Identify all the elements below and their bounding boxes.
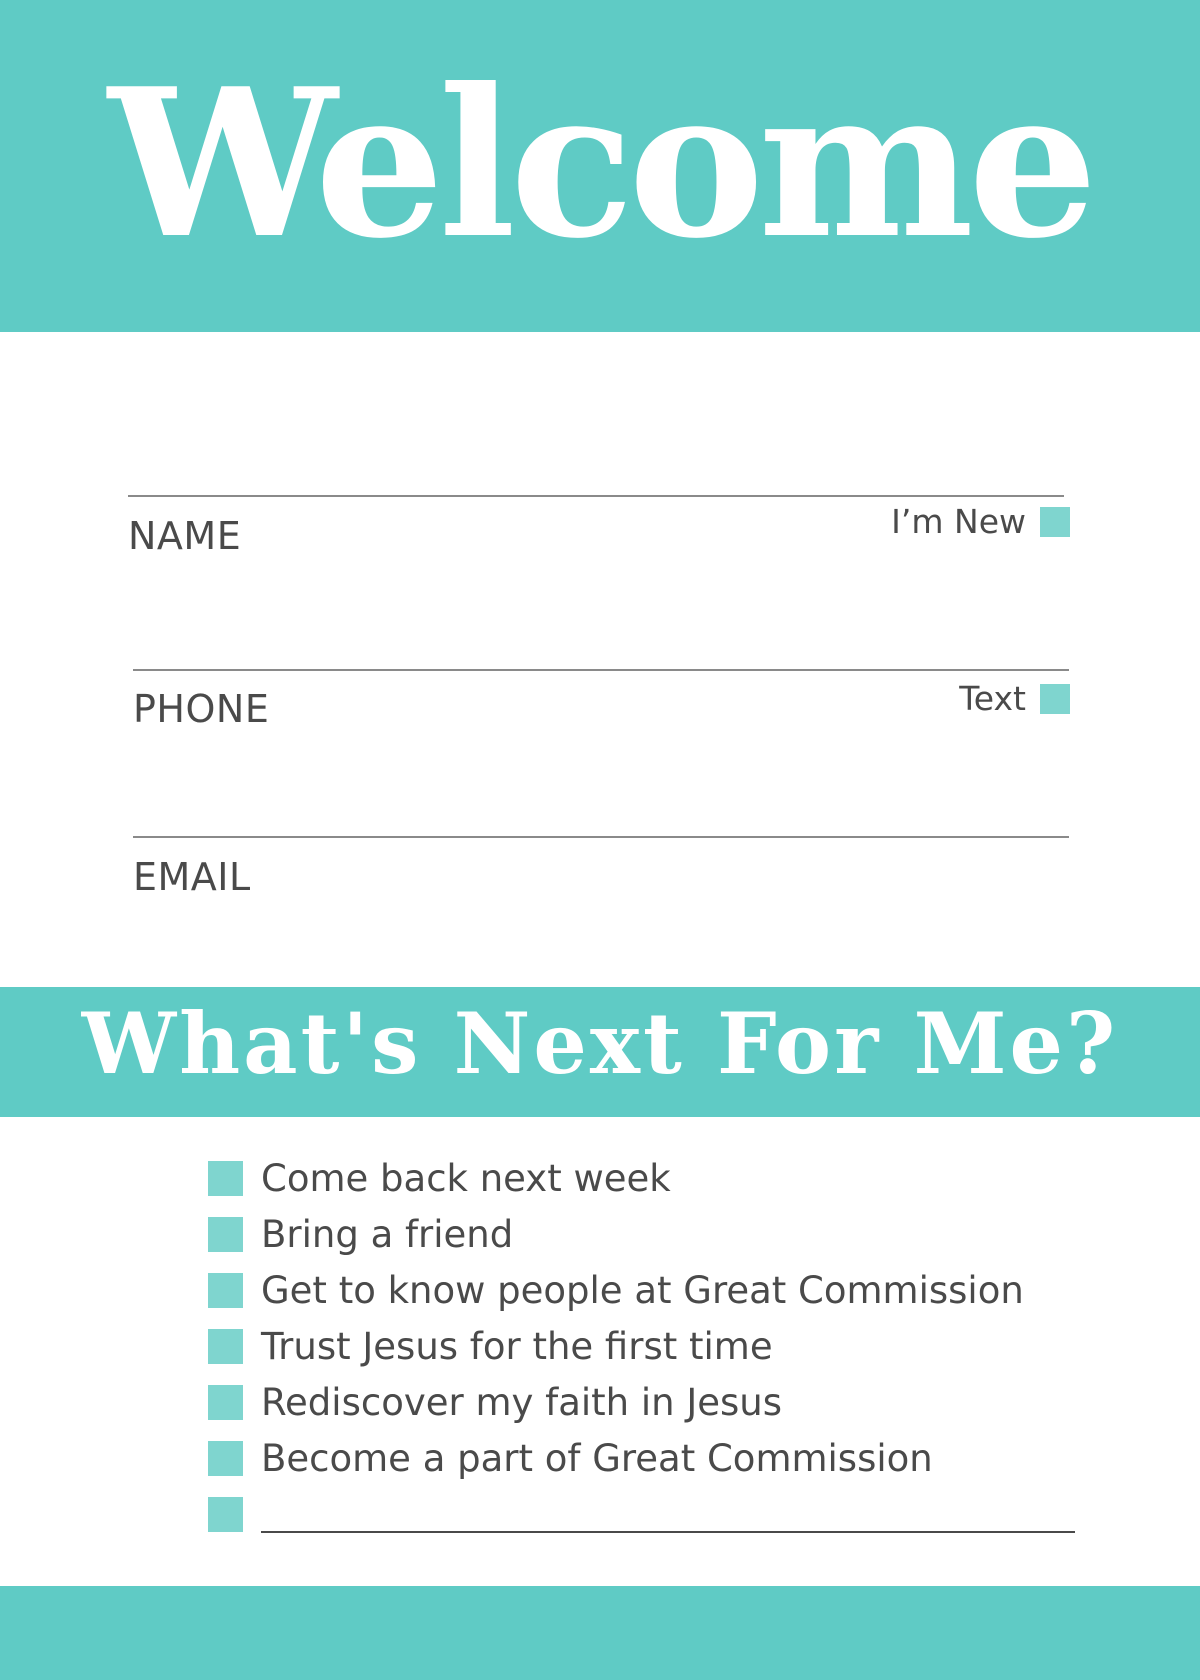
phone-line[interactable] xyxy=(133,669,1069,671)
im-new-checkbox[interactable] xyxy=(1040,507,1070,537)
option-trust-jesus[interactable] xyxy=(208,1318,1108,1374)
option-label: Trust Jesus for the first time xyxy=(261,1324,773,1368)
option-checkbox[interactable] xyxy=(208,1441,243,1476)
im-new-label: I’m New xyxy=(891,502,1026,541)
option-other[interactable] xyxy=(208,1486,1108,1542)
other-write-in-line[interactable] xyxy=(261,1531,1075,1533)
email-line[interactable] xyxy=(133,836,1069,838)
option-come-back[interactable] xyxy=(208,1150,1108,1206)
option-rediscover-faith[interactable] xyxy=(208,1374,1108,1430)
next-section-title: What's Next For Me? xyxy=(81,994,1119,1093)
name-line[interactable] xyxy=(128,495,1064,497)
text-option[interactable] xyxy=(959,679,1070,718)
option-checkbox[interactable] xyxy=(208,1217,243,1252)
next-options-list xyxy=(208,1150,1108,1542)
option-become-part[interactable] xyxy=(208,1430,1108,1486)
welcome-title: Welcome xyxy=(108,44,1092,284)
option-label: Get to know people at Great Commission xyxy=(261,1268,1024,1312)
text-checkbox[interactable] xyxy=(1040,684,1070,714)
option-get-to-know[interactable] xyxy=(208,1262,1108,1318)
option-checkbox[interactable] xyxy=(208,1497,243,1532)
option-label: Rediscover my faith in Jesus xyxy=(261,1380,783,1424)
option-label: Come back next week xyxy=(261,1156,671,1200)
option-checkbox[interactable] xyxy=(208,1273,243,1308)
email-label: EMAIL xyxy=(133,855,251,899)
text-label: Text xyxy=(959,679,1026,718)
option-label: Become a part of Great Commission xyxy=(261,1436,933,1480)
name-label: NAME xyxy=(128,514,242,558)
option-checkbox[interactable] xyxy=(208,1161,243,1196)
im-new-option[interactable] xyxy=(891,502,1070,541)
option-label: Bring a friend xyxy=(261,1212,514,1256)
option-bring-friend[interactable] xyxy=(208,1206,1108,1262)
option-checkbox[interactable] xyxy=(208,1385,243,1420)
option-checkbox[interactable] xyxy=(208,1329,243,1364)
phone-label: PHONE xyxy=(133,687,270,731)
footer-band xyxy=(0,1586,1200,1680)
